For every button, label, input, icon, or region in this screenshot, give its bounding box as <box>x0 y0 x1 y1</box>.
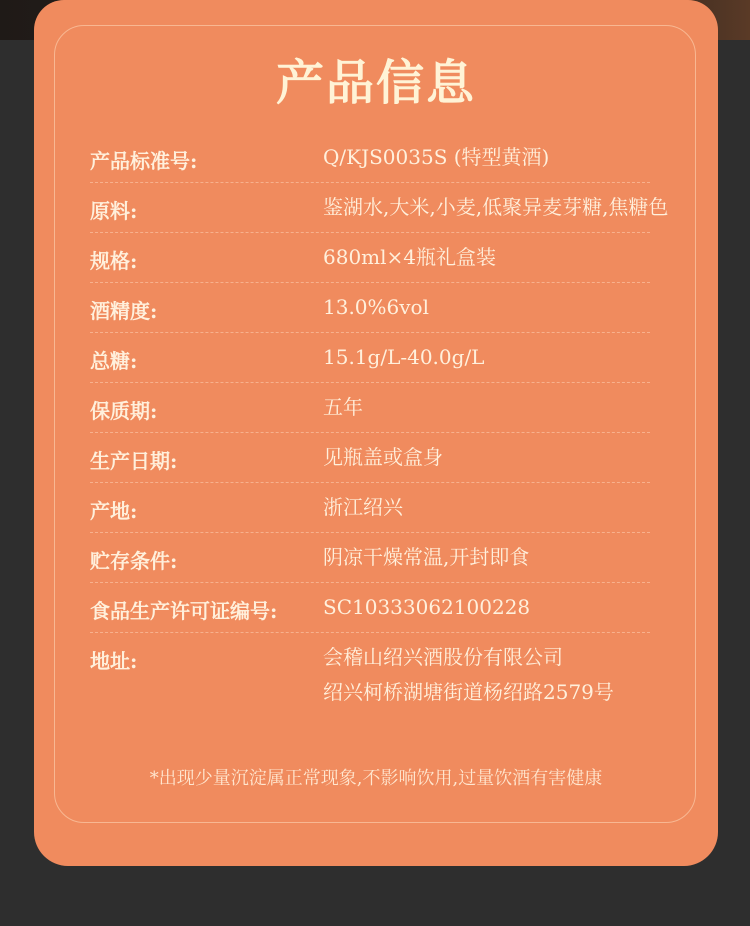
row-value: 680ml×4瓶礼盒装 <box>323 245 497 269</box>
row-label: 原料: <box>90 199 138 223</box>
row-label: 保质期: <box>90 399 158 423</box>
info-row-shelf-life <box>90 383 650 433</box>
row-label: 产地: <box>90 499 138 523</box>
info-row-sugar <box>90 333 650 383</box>
row-label: 产品标准号: <box>90 149 198 173</box>
row-value: 阴凉干燥常温,开封即食 <box>323 545 530 569</box>
info-row-storage <box>90 533 650 583</box>
address-line-2: 绍兴柯桥湖塘街道杨绍路2579号 <box>323 680 614 704</box>
row-label: 规格: <box>90 249 138 273</box>
row-value <box>323 645 614 704</box>
row-label: 贮存条件: <box>90 549 178 573</box>
row-value: 见瓶盖或盒身 <box>323 445 443 469</box>
info-row-spec <box>90 233 650 283</box>
info-row-standard <box>90 133 650 183</box>
row-value: 13.0%6vol <box>323 295 429 319</box>
info-row-production-date <box>90 433 650 483</box>
info-row-license <box>90 583 650 633</box>
row-label: 地址: <box>90 649 138 673</box>
row-label: 食品生产许可证编号: <box>90 599 278 623</box>
row-value: Q/KJS0035S (特型黄酒) <box>323 145 550 169</box>
info-row-alcohol <box>90 283 650 333</box>
row-value: SC10333062100228 <box>323 595 531 619</box>
row-value: 浙江绍兴 <box>323 495 403 519</box>
product-info-card <box>34 0 718 866</box>
address-line-1: 会稽山绍兴酒股份有限公司 <box>323 645 563 669</box>
footnote: *出现少量沉淀属正常现象,不影响饮用,过量饮酒有害健康 <box>149 768 603 789</box>
row-label: 生产日期: <box>90 449 178 473</box>
row-value: 五年 <box>323 395 363 419</box>
info-table <box>90 133 669 729</box>
info-row-origin <box>90 483 650 533</box>
row-label: 总糖: <box>90 349 138 373</box>
row-value: 15.1g/L-40.0g/L <box>323 345 485 369</box>
page-title: 产品信息 <box>275 55 476 111</box>
info-row-address <box>90 633 650 729</box>
info-row-ingredients <box>90 183 669 233</box>
row-value: 鉴湖水,大米,小麦,低聚异麦芽糖,焦糖色 <box>323 195 669 219</box>
row-label: 酒精度: <box>90 299 158 323</box>
